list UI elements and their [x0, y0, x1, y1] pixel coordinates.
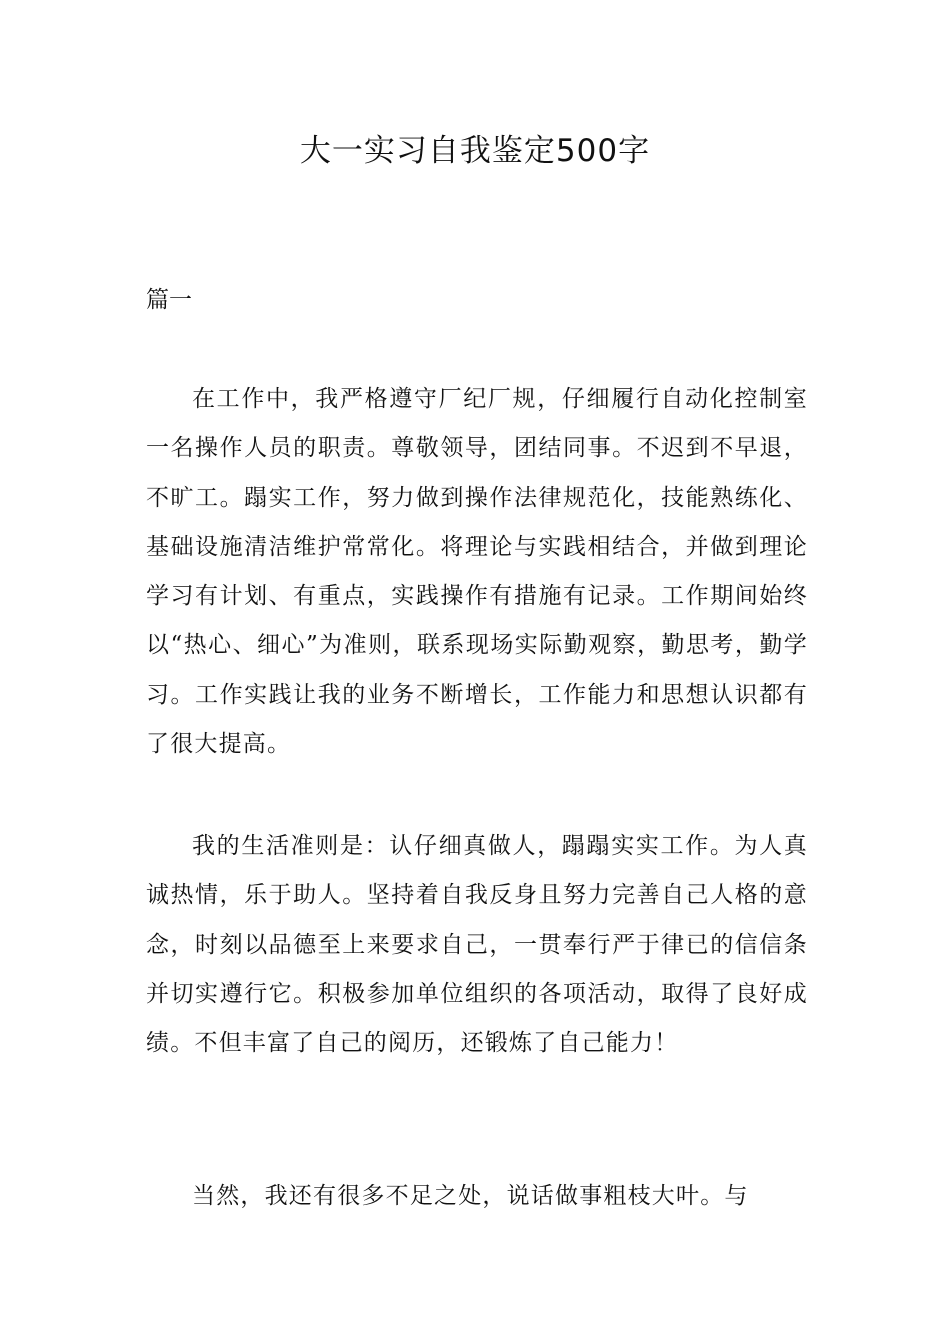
paragraph-1: 在工作中，我严格遵守厂纪厂规，仔细履行自动化控制室一名操作人员的职责。尊敬领导，团结同事。不迟到不早退，不旷工。蹋实工作，努力做到操作法律规范化，技能熟练化、基础设施清洁维护常常化。将理论与实践相结合，并做到理论学习有计划、有重点，实践操作有措施有记录。工作期间始终以“热心、细心”为准则，联系现场实际勤观察，勤思考，勤学习。工作实践让我的业务不断增长，工作能力和思想认识都有了很大提高。: [146, 386, 808, 758]
section-label: 篇一: [146, 287, 192, 313]
paragraph-3: 当然，我还有很多不足之处，说话做事粗枝大叶。与: [192, 1183, 749, 1209]
paragraph-2: 我的生活准则是：认仔细真做人，蹋蹋实实工作。为人真诚热情，乐于助人。坚持着自我反身且努力完善自己人格的意念，时刻以品德至上来要求自己，一贯奉行严于律已的信信条并切实遵行它。积极参加单位组织的各项活动，取得了良好成绩。不但丰富了自己的阅历，还锻炼了自己能力！: [146, 833, 808, 1057]
document-title: 大一实习自我鉴定500字: [299, 133, 651, 169]
